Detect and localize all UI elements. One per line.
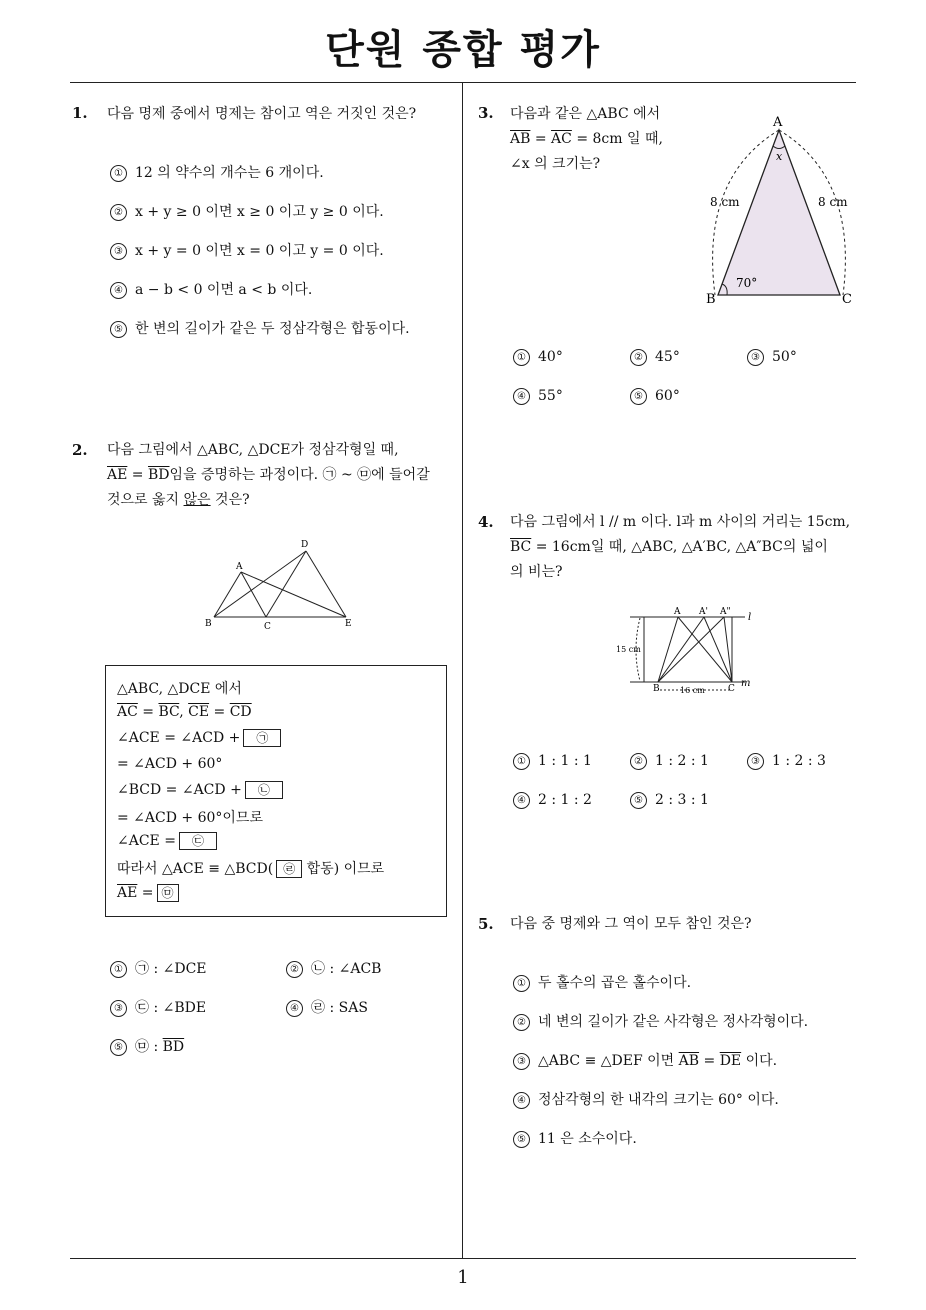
page-number: 1 [457, 1267, 469, 1288]
label-c: C [728, 684, 735, 694]
q5-option-2[interactable] [513, 1011, 808, 1031]
rest: = 16cm일 때, △ABC, △A′BC, △A″BC의 넓이 [531, 539, 828, 555]
q2-option-1[interactable] [110, 958, 207, 978]
option-text: 2 : 3 : 1 [655, 792, 709, 808]
proof-line-9 [117, 884, 179, 902]
option-text: 2 : 1 : 2 [538, 792, 592, 808]
option-mark: ④ [110, 282, 127, 299]
blank-1: ㉠ [243, 729, 281, 747]
q3-line-1: 다음과 같은 △ABC 에서 [510, 106, 661, 122]
q4-option-5[interactable] [630, 792, 709, 809]
option-mark: ① [110, 961, 127, 978]
option-text: ㉤ : [135, 1039, 163, 1055]
segment: $\overline{DE}$ [719, 1053, 742, 1069]
text: ∠BCD = ∠ACD + [117, 782, 242, 798]
seg: $\overline{AC}$ [551, 131, 572, 147]
q5-option-5[interactable] [513, 1128, 637, 1148]
label-a: A [236, 562, 243, 572]
q2-option-2[interactable] [286, 958, 381, 978]
option-mark: ④ [513, 1092, 530, 1109]
seg: $\overline{AC}$ [117, 704, 138, 720]
q4-line-2 [510, 535, 860, 560]
segment-ae-line [241, 572, 346, 617]
eq: = [530, 131, 552, 147]
page-title: 단원 종합 평가 [325, 27, 601, 73]
q4-option-3[interactable] [747, 753, 826, 770]
option-text: 1 : 2 : 3 [772, 753, 826, 769]
option-mark: ③ [747, 753, 764, 770]
q1-option-5[interactable] [110, 318, 410, 338]
rest: = 8cm 일 때, [571, 131, 663, 147]
option-mark: ⑤ [630, 388, 647, 405]
q5-number: 5. [478, 915, 494, 933]
q5-option-3[interactable] [513, 1050, 777, 1070]
proof-line-6: = ∠ACD + 60°이므로 [117, 810, 263, 826]
proof-line-5 [117, 781, 283, 799]
label-width: 16 cm [680, 686, 705, 695]
q2-underlined-word: 않은 [183, 492, 211, 508]
text: ∠ACE = [117, 833, 176, 849]
option-mark: ⑤ [110, 321, 127, 338]
q2-figure [200, 538, 360, 633]
top-rule [70, 82, 856, 83]
option-text: 1 : 1 : 1 [538, 753, 592, 769]
option-text: ㉢ : ∠BDE [135, 1000, 207, 1016]
option-mark: ⑤ [630, 792, 647, 809]
label-a: A [674, 607, 681, 617]
q2-option-4[interactable] [286, 997, 368, 1017]
text: ∠ACE = ∠ACD + [117, 730, 241, 746]
bottom-rule [70, 1258, 856, 1259]
option-mark: ⑤ [110, 1039, 127, 1056]
q4-option-2[interactable] [630, 753, 709, 770]
q1-option-2[interactable] [110, 201, 384, 221]
eq: = [209, 704, 230, 720]
proof-line-8 [117, 858, 384, 878]
q4-figure [610, 602, 760, 697]
seg: $\overline{CD}$ [229, 704, 252, 720]
q3-line-3: ∠x 의 크기는? [510, 156, 601, 172]
label-left-length: 8 cm [710, 195, 740, 209]
option-mark: ② [110, 204, 127, 221]
q2-line-2 [107, 463, 457, 488]
option-mark: ② [286, 961, 303, 978]
blank-3: ㉢ [179, 832, 217, 850]
label-l: l [748, 612, 752, 623]
proof-line-3 [117, 729, 281, 747]
segment-bd: $\overline{BD}$ [147, 467, 170, 483]
option-text: 40° [538, 349, 563, 365]
option-mark: ④ [286, 1000, 303, 1017]
label-b: B [706, 292, 716, 307]
option-text: 네 변의 길이가 같은 사각형은 정사각형이다. [538, 1014, 809, 1030]
q2-option-5[interactable] [110, 1036, 184, 1056]
q2-text [107, 438, 457, 513]
q2-line-1: 다음 그림에서 △ABC, △DCE가 정삼각형일 때, [107, 442, 399, 458]
option-mark: ③ [747, 349, 764, 366]
q4-line-3: 의 비는? [510, 564, 563, 580]
q2-line-3-b: 것은? [210, 492, 250, 508]
q5-option-4[interactable] [513, 1089, 779, 1109]
label-a-double-prime: A" [720, 607, 731, 617]
text: 따라서 △ACE ≡ △BCD( [117, 861, 274, 877]
q1-number: 1. [72, 104, 88, 122]
seg: $\overline{BC}$ [158, 704, 180, 720]
q1-option-4[interactable] [110, 279, 312, 299]
q2-line-3-a: 것으로 옳지 [107, 492, 184, 508]
option-text: 두 홀수의 곱은 홀수이다. [538, 975, 692, 991]
proof-line-7 [117, 832, 217, 850]
q3-figure [700, 108, 860, 308]
q3-option-1[interactable] [513, 349, 563, 366]
option-mark: ④ [513, 388, 530, 405]
option-text: △ABC ≡ △DEF 이면 [538, 1053, 679, 1069]
seg: $\overline{CE}$ [188, 704, 210, 720]
eq: = [137, 885, 154, 901]
q3-text [510, 102, 695, 177]
option-mark: ③ [110, 243, 127, 260]
option-text: 55° [538, 388, 563, 404]
seg: $\overline{BC}$ [510, 539, 532, 555]
q4-option-4[interactable] [513, 792, 592, 809]
q1-option-3[interactable] [110, 240, 384, 260]
option-text: x + y = 0 이면 x = 0 이고 y = 0 이다. [135, 243, 384, 259]
seg: $\overline{AE}$ [117, 885, 138, 901]
q1-option-1[interactable] [110, 162, 324, 182]
q3-option-5[interactable] [630, 388, 680, 405]
option-mark: ① [110, 165, 127, 182]
rest: 이다. [741, 1053, 778, 1069]
option-mark: ③ [110, 1000, 127, 1017]
q1-text: 다음 명제 중에서 명제는 참이고 역은 거짓인 것은? [107, 106, 417, 122]
q2-option-3[interactable] [110, 997, 206, 1017]
option-mark: ① [513, 975, 530, 992]
q5-text: 다음 중 명제와 그 역이 모두 참인 것은? [510, 916, 752, 932]
option-text: x + y ≥ 0 이면 x ≥ 0 이고 y ≥ 0 이다. [135, 204, 384, 220]
eq: = [699, 1053, 720, 1069]
option-text: 11 은 소수이다. [538, 1131, 637, 1147]
column-divider [462, 82, 463, 1259]
option-text: ㉡ : ∠ACB [311, 961, 382, 977]
eq: = [137, 704, 159, 720]
equals: = [127, 467, 148, 483]
label-a: A [773, 115, 783, 130]
option-text: 50° [772, 349, 797, 365]
option-text: a − b < 0 이면 a < b 이다. [135, 282, 313, 298]
label-e: E [345, 619, 352, 629]
label-b: B [205, 619, 212, 629]
option-mark: ③ [513, 1053, 530, 1070]
label-b: B [653, 684, 660, 694]
option-text: 1 : 2 : 1 [655, 753, 709, 769]
proof-line-1: △ABC, △DCE 에서 [117, 681, 242, 697]
segment-ae: $\overline{AE}$ [107, 467, 128, 483]
q3-option-2[interactable] [630, 349, 680, 366]
q4-text [510, 510, 860, 585]
option-mark: ① [513, 753, 530, 770]
proof-line-2 [117, 704, 252, 720]
option-mark: ⑤ [513, 1131, 530, 1148]
sep: , [179, 704, 189, 720]
q3-option-3[interactable] [747, 349, 797, 366]
option-mark: ② [513, 1014, 530, 1031]
label-x: x [776, 150, 783, 163]
proof-line-4: = ∠ACD + 60° [117, 756, 223, 772]
option-text: 한 변의 길이가 같은 두 정삼각형은 합동이다. [135, 321, 410, 337]
q4-line-1: 다음 그림에서 l // m 이다. l과 m 사이의 거리는 15cm, [510, 514, 851, 530]
text: 합동) 이므로 [302, 861, 385, 877]
label-c: C [264, 622, 271, 632]
q4-option-1[interactable] [513, 753, 592, 770]
label-c: C [842, 292, 852, 307]
q2-number: 2. [72, 441, 88, 459]
option-mark: ① [513, 349, 530, 366]
blank-4: ㉣ [276, 860, 302, 878]
q4-number: 4. [478, 513, 494, 531]
option-text: 12 의 약수의 개수는 6 개이다. [135, 165, 324, 181]
label-right-length: 8 cm [818, 195, 848, 209]
option-mark: ④ [513, 792, 530, 809]
label-a-prime: A' [699, 607, 708, 617]
option-text: 60° [655, 388, 680, 404]
option-segment: $\overline{BD}$ [162, 1039, 185, 1055]
seg: $\overline{AB}$ [510, 131, 531, 147]
blank-2: ㉡ [245, 781, 283, 799]
option-text: ㉣ : SAS [311, 1000, 368, 1016]
q2-line-2-rest: 임을 증명하는 과정이다. ㉠ ~ ㉤에 들어갈 [169, 467, 430, 483]
label-height: 15 cm [616, 645, 641, 654]
q3-line-2 [510, 127, 695, 152]
q3-option-4[interactable] [513, 388, 563, 405]
blank-5: ㉤ [157, 884, 179, 902]
option-text: ㉠ : ∠DCE [135, 961, 207, 977]
q2-line-3 [107, 488, 457, 513]
q3-number: 3. [478, 104, 494, 122]
option-mark: ② [630, 349, 647, 366]
q5-option-1[interactable] [513, 972, 691, 992]
option-text: 45° [655, 349, 680, 365]
segment: $\overline{AB}$ [678, 1053, 700, 1069]
label-d: D [301, 540, 309, 550]
label-angle-70: 70° [736, 276, 758, 290]
option-text: 정삼각형의 한 내각의 크기는 60° 이다. [538, 1092, 779, 1108]
label-m: m [741, 678, 751, 689]
option-mark: ② [630, 753, 647, 770]
